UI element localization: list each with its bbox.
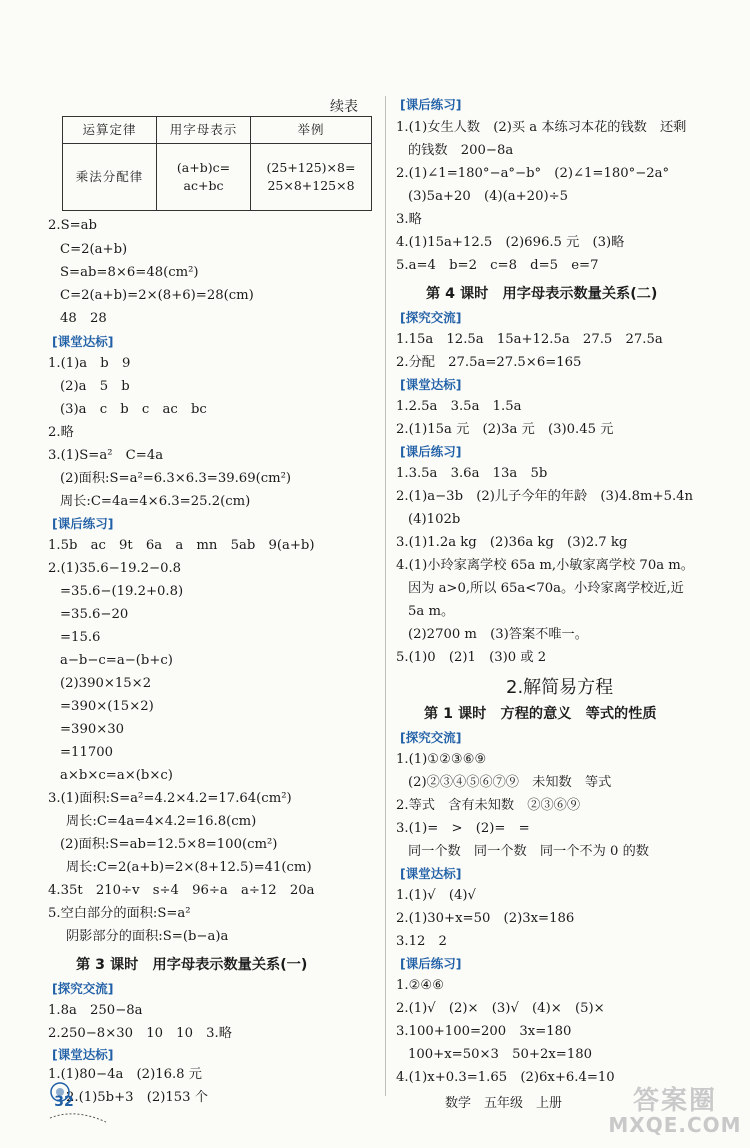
answer-line: =11700	[60, 745, 114, 760]
answer-line: S=ab=8×6=48(cm²)	[60, 265, 199, 280]
answer-line: 2.(1)a−3b (2)儿子今年的年龄 (3)4.8m+5.4n	[396, 489, 694, 504]
answer-line: 4.(1)15a+12.5 (2)696.5 元 (3)略	[396, 235, 625, 250]
answer-line: 2.(1)√ (2)× (3)√ (4)× (5)×	[396, 1001, 605, 1016]
section-label: [ 探究交流 ]	[396, 309, 465, 326]
answer-line: 1.5b ac 9t 6a a mn 5ab 9(a+b)	[48, 538, 315, 553]
site-watermark	[605, 1080, 745, 1137]
section-label: [ 课堂达标 ]	[396, 865, 465, 882]
answer-line: 1.②④⑥	[396, 978, 445, 993]
answer-line: 1.15a 12.5a 15a+12.5a 27.5 27.5a	[396, 332, 663, 347]
answer-line: 3.(1)= > (2)= =	[396, 821, 530, 836]
column-divider	[385, 96, 386, 1096]
answer-line: 4.35t 210÷v s÷4 96÷a a÷12 20a	[48, 883, 315, 898]
watermark-line: 答案圈	[632, 1086, 717, 1116]
answer-line: =35.6−(19.2+0.8)	[60, 584, 184, 599]
answer-line: 2.分配 27.5a=27.5×6=165	[396, 355, 582, 370]
answer-line: 周长:C=4a=4×6.3=25.2(cm)	[60, 494, 251, 509]
answer-line: 3.(1)面积:S=a²=4.2×4.2=17.64(cm²)	[48, 791, 292, 806]
answer-line: 5.(1)0 (2)1 (3)0 或 2	[396, 650, 547, 665]
law-example-cell	[251, 144, 372, 211]
answer-line: 4.(1)小玲家离学校 65a m,小敏家离学校 70a m。	[396, 558, 694, 573]
lesson-heading: 第 1 课时 方程的意义 等式的性质	[424, 706, 657, 722]
section-label: [ 探究交流 ]	[396, 729, 465, 746]
lesson-heading: 第 3 课时 用字母表示数量关系(一)	[76, 957, 308, 973]
answer-line: 阴影部分的面积:S=(b−a)a	[66, 929, 229, 944]
page-number: 32	[54, 1094, 74, 1110]
answer-line: 1.(1)①②③⑥⑨	[396, 752, 487, 767]
answer-line: 1.2.5a 3.5a 1.5a	[396, 399, 522, 414]
chapter-heading: 2.解简易方程	[506, 677, 614, 698]
answer-line: 1.(1)a b 9	[48, 356, 131, 371]
section-label: [ 探究交流 ]	[48, 980, 117, 997]
lesson-heading: 第 4 课时 用字母表示数量关系(二)	[426, 286, 658, 302]
answer-line: (2)390×15×2	[60, 676, 152, 691]
answer-line: 的钱数 200−8a	[408, 143, 514, 158]
answer-line: 3.100+100=200 3x=180	[396, 1024, 572, 1039]
answer-line: 5.a=4 b=2 c=8 d=5 e=7	[396, 258, 599, 273]
answer-line: C=2(a+b)=2×(8+6)=28(cm)	[60, 288, 254, 303]
answer-line: 100+x=50×3 50+2x=180	[408, 1047, 592, 1062]
answer-line: 2.S=ab	[48, 218, 97, 233]
answer-line: 1.(1)女生人数 (2)买 a 本练习本花的钱数 还剩	[396, 120, 687, 135]
answer-line: 2.(1)30+x=50 (2)3x=186	[396, 911, 575, 926]
section-label: [ 课堂达标 ]	[48, 333, 117, 350]
answer-line: 因为 a>0,所以 65a<70a。小玲家离学校近,近	[408, 581, 684, 596]
answer-line: 3.12 2	[396, 934, 447, 949]
answer-line: 周长:C=2(a+b)=2×(8+12.5)=41(cm)	[66, 860, 312, 875]
formula-line: ac+bc	[183, 178, 224, 193]
answer-line: 同一个数 同一个数 同一个不为 0 的数	[408, 844, 649, 859]
answer-line: 2.(1)15a 元 (2)3a 元 (3)0.45 元	[396, 422, 614, 437]
answer-line: (4)102b	[408, 512, 461, 527]
answer-line: (3)a c b c ac bc	[60, 402, 207, 417]
operation-law-table	[62, 116, 372, 211]
answer-line: =15.6	[60, 630, 101, 645]
example-line: (25+125)×8=	[266, 160, 356, 175]
answer-line: 4.(1)x+0.3=1.65 (2)6x+6.4=10	[396, 1070, 615, 1085]
answer-line: =35.6−20	[60, 607, 129, 622]
answer-line: 2.等式 含有未知数 ②③⑥⑨	[396, 798, 581, 813]
answer-line: 2.(1)35.6−19.2−0.8	[48, 561, 182, 576]
answer-line: (2)面积:S=ab=12.5×8=100(cm²)	[60, 837, 278, 852]
answer-line: 周长:C=4a=4×4.2=16.8(cm)	[66, 814, 257, 829]
answer-line: =390×(15×2)	[60, 699, 154, 714]
answer-line: C=2(a+b)	[60, 242, 128, 257]
watermark-line: MXQE.COM	[608, 1113, 742, 1137]
law-formula-cell	[157, 144, 251, 211]
answer-line: 48 28	[60, 311, 107, 326]
answer-line: a−b−c=a−(b+c)	[60, 653, 173, 668]
section-label: [ 课堂达标 ]	[396, 376, 465, 393]
answer-line: 1.(1)√ (4)√	[396, 888, 476, 903]
answer-line: (2)②③④⑤⑥⑦⑨ 未知数 等式	[408, 775, 612, 790]
answer-line: a×b×c=a×(b×c)	[60, 768, 173, 783]
table-title: 续表	[330, 99, 358, 115]
answer-line: (2)a 5 b	[60, 379, 130, 394]
section-label: [ 课后练习 ]	[48, 515, 117, 532]
section-label: [ 课后练习 ]	[396, 443, 465, 460]
formula-line: (a+b)c=	[176, 160, 231, 175]
answer-line: 1.8a 250−8a	[48, 1003, 143, 1018]
table-header: 举例	[251, 117, 372, 144]
answer-line: 1.3.5a 3.6a 13a 5b	[396, 466, 548, 481]
table-header: 运算定律	[63, 117, 157, 144]
section-label: [ 课堂达标 ]	[48, 1046, 117, 1063]
answer-line: 2.略	[48, 425, 74, 440]
answer-line: 2.250−8×30 10 10 3.略	[48, 1026, 232, 1041]
answer-line: 2.(1)5b+3 (2)153 个	[66, 1090, 208, 1105]
answer-line: (3)5a+20 (4)(a+20)÷5	[408, 189, 569, 204]
answer-line: (2)面积:S=a²=6.3×6.3=39.69(cm²)	[60, 471, 292, 486]
answer-line: 3.(1)1.2a kg (2)36a kg (3)2.7 kg	[396, 535, 628, 550]
answer-line: 5.空白部分的面积:S=a²	[48, 906, 191, 921]
book-info: 数学 五年级 上册	[445, 1096, 563, 1111]
answer-line: 3.略	[396, 212, 422, 227]
answer-line: (2)2700 m (3)答案不唯一。	[408, 627, 588, 642]
answer-line: =390×30	[60, 722, 125, 737]
table-header: 用字母表示	[157, 117, 251, 144]
law-name-cell: 乘法分配律	[63, 144, 157, 211]
example-line: 25×8+125×8	[267, 178, 355, 193]
answer-line: 1.(1)80−4a (2)16.8 元	[48, 1067, 202, 1082]
answer-line: 2.(1)∠1=180°−a°−b° (2)∠1=180°−2a°	[396, 166, 670, 181]
answer-line: 3.(1)S=a² C=4a	[48, 448, 164, 463]
answer-line: 5a m。	[408, 604, 455, 619]
section-label: [ 课后练习 ]	[396, 955, 465, 972]
section-label: [ 课后练习 ]	[396, 96, 465, 113]
